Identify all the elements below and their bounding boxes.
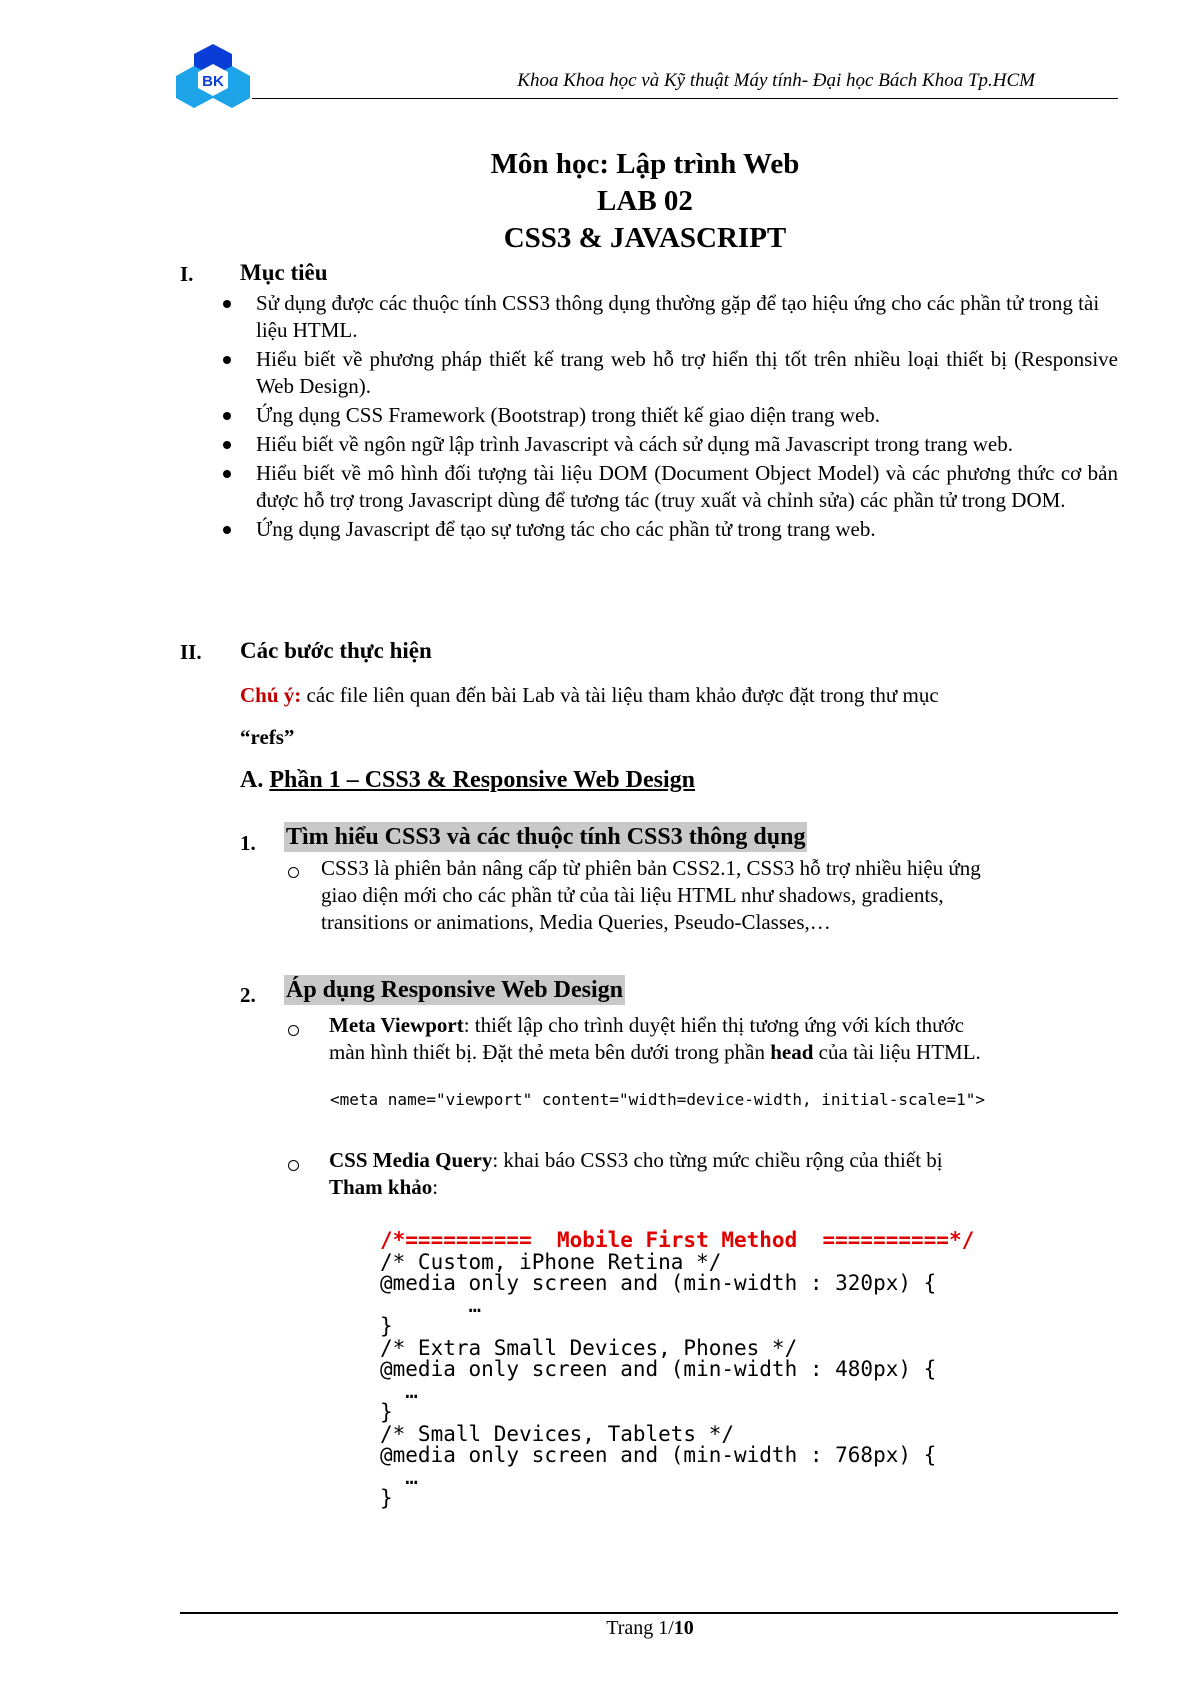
list-item-text: Sử dụng được các thuộc tính CSS3 thông dụng thường gặp để tạo hiệu ứng cho các phần tử trong tài liệu HTML. <box>256 291 1100 342</box>
viewport-head-keyword: head <box>770 1040 814 1064</box>
title-course: Môn học: Lập trình Web <box>490 148 800 180</box>
section2-number: II. <box>180 640 202 664</box>
list-item <box>218 402 1118 429</box>
objectives-list <box>218 290 1118 545</box>
code-line: … <box>380 1464 418 1489</box>
section2-title: Các bước thực hiện <box>240 638 432 663</box>
code-line: /* Extra Small Devices, Phones */ <box>380 1335 798 1360</box>
header-institution: Khoa Khoa học và Kỹ thuật Máy tính- Đại học Bách Khoa Tp.HCM <box>517 70 1035 91</box>
step2-number: 2. <box>240 983 256 1007</box>
list-item-text: Hiểu biết về ngôn ngữ lập trình Javascript và cách sử dụng mã Javascript trong trang web. <box>256 432 1013 456</box>
list-item <box>218 516 1118 543</box>
bk-logo-icon <box>176 42 250 110</box>
list-item-text: Ứng dụng CSS Framework (Bootstrap) trong thiết kế giao diện trang web. <box>256 403 881 427</box>
list-item-text: Hiểu biết về phương pháp thiết kế trang web hỗ trợ hiển thị tốt trên nhiều loại thiết bị (Responsive Web Design). <box>256 347 1118 398</box>
bullet-icon <box>223 300 231 308</box>
reference-colon: : <box>432 1175 439 1199</box>
list-item-text: Hiểu biết về mô hình đối tượng tài liệu DOM (Document Object Model) và các phương thức cơ bản được hỗ trợ trong Javascript dùng để tương tác (truy xuất và chỉnh sửa) các phần tử trong DOM. <box>256 461 1118 512</box>
footer-divider <box>180 1612 1118 1614</box>
step1-number: 1. <box>240 831 256 855</box>
document-title <box>0 146 1200 257</box>
step1-title: Tìm hiểu CSS3 và các thuộc tính CSS3 thông dụng <box>286 824 806 850</box>
list-item <box>218 460 1118 514</box>
media-query-text: : khai báo CSS3 cho từng mức chiều rộng của thiết bị <box>492 1148 943 1172</box>
bullet-icon <box>223 526 231 534</box>
section1-title: Mục tiêu <box>240 260 328 285</box>
viewport-text: màn hình thiết bị. Đặt thẻ meta bên dưới trong phần <box>329 1040 771 1064</box>
logo-text: BK <box>202 73 224 90</box>
media-query-code-block <box>380 1230 974 1510</box>
circle-bullet-icon <box>288 1025 299 1036</box>
media-query-label: CSS Media Query <box>329 1148 493 1172</box>
list-item <box>218 431 1118 458</box>
part-a-heading <box>240 767 695 794</box>
list-item-text: Ứng dụng Javascript để tạo sự tương tác cho các phần tử trong trang web. <box>256 517 876 541</box>
code-heading: /*========== Mobile First Method ==========*/ <box>380 1228 975 1252</box>
media-query-description <box>329 1147 1129 1201</box>
code-line: /* Custom, iPhone Retina */ <box>380 1249 722 1274</box>
reference-label: Tham khảo <box>329 1175 433 1199</box>
code-line: @media only screen and (min-width : 320px) { <box>380 1271 937 1295</box>
note-text: các file liên quan đến bài Lab và tài liệu tham khảo được đặt trong thư mục <box>301 683 939 707</box>
circle-bullet-icon <box>288 867 299 878</box>
page-number-prefix: Trang 1/ <box>606 1617 674 1639</box>
list-item <box>218 346 1118 400</box>
note-paragraph <box>240 683 939 708</box>
viewport-text: : thiết lập cho trình duyệt hiển thị tương ứng với kích thước <box>463 1013 964 1037</box>
code-line: … <box>380 1292 482 1317</box>
code-line: } <box>380 1486 393 1510</box>
list-item <box>218 290 1118 344</box>
title-lab: LAB 02 <box>597 185 693 217</box>
part-a-title: Phần 1 – CSS3 & Responsive Web Design <box>269 767 695 793</box>
code-line: } <box>380 1314 393 1338</box>
page-total: 10 <box>673 1617 694 1639</box>
viewport-code: <meta name="viewport" content="width=device-width, initial-scale=1"> <box>330 1090 986 1109</box>
note-label: Chú ý: <box>240 683 302 707</box>
viewport-label: Meta Viewport <box>329 1013 464 1037</box>
viewport-text: của tài liệu HTML. <box>813 1040 981 1064</box>
part-a-prefix: A. <box>240 767 270 793</box>
step1-desc-line: giao diện mới cho các phần tử của tài liệu HTML như shadows, gradients, <box>321 883 944 907</box>
step1-description <box>321 855 1121 936</box>
header-divider <box>252 98 1118 99</box>
code-line: @media only screen and (min-width : 480px) { <box>380 1357 937 1381</box>
step2-title: Áp dụng Responsive Web Design <box>286 977 623 1003</box>
refs-folder: “refs” <box>240 725 295 749</box>
bullet-icon <box>223 441 231 449</box>
code-line: /* Small Devices, Tablets */ <box>380 1421 735 1446</box>
section1-number: I. <box>180 262 194 286</box>
bullet-icon <box>223 356 231 364</box>
circle-bullet-icon <box>288 1160 299 1171</box>
bullet-icon <box>223 412 231 420</box>
step1-desc-line: CSS3 là phiên bản nâng cấp từ phiên bản CSS2.1, CSS3 hỗ trợ nhiều hiệu ứng <box>321 856 981 880</box>
step1-desc-line: transitions or animations, Media Queries, Pseudo-Classes,… <box>321 910 831 934</box>
page-number <box>0 1617 1200 1640</box>
viewport-description <box>329 1012 1129 1066</box>
code-line: @media only screen and (min-width : 768px) { <box>380 1443 937 1467</box>
title-topic: CSS3 & JAVASCRIPT <box>503 222 787 254</box>
code-line: … <box>380 1378 418 1403</box>
code-line: } <box>380 1400 393 1424</box>
bullet-icon <box>223 470 231 478</box>
